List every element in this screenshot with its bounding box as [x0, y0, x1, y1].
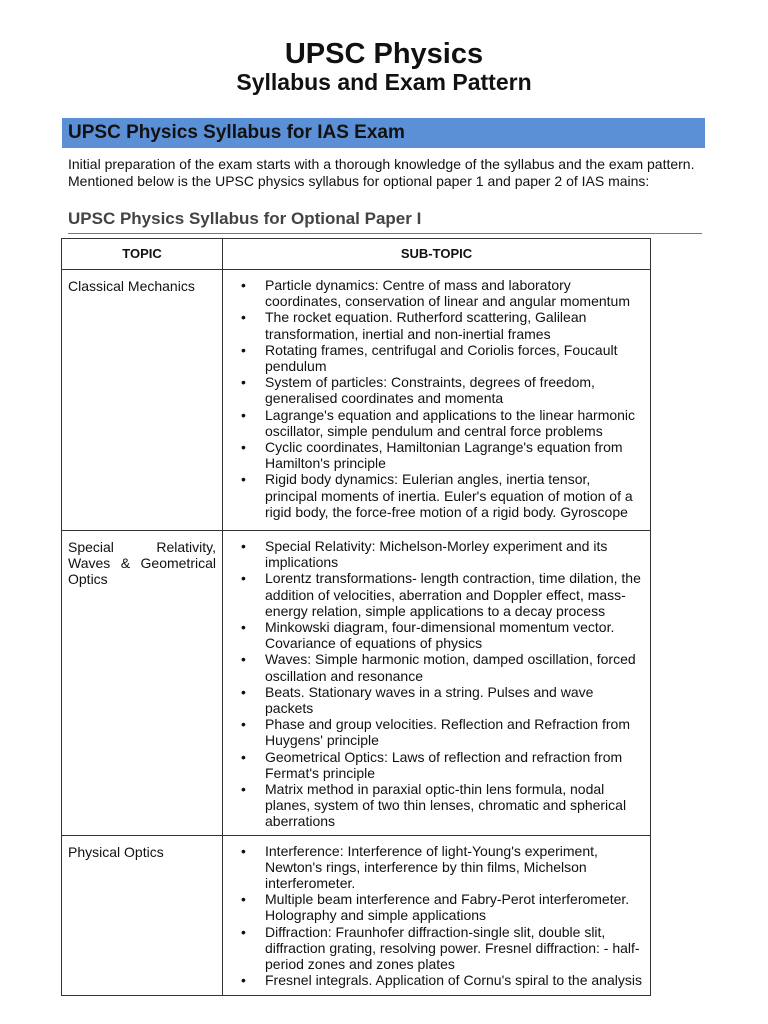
- list-item: • Particle dynamics: Centre of mass and laboratory coordinates, conservation of linear and angular momentum: [265, 277, 644, 309]
- list-item: • Diffraction: Fraunhofer diffraction-single slit, double slit, diffraction grating, resolving power. Fresnel diffraction: - half-period zones and zones plates: [265, 924, 644, 973]
- subtopic-cell: [223, 835, 651, 995]
- list-item: • Cyclic coordinates, Hamiltonian Lagrange's equation from Hamilton's principle: [265, 439, 644, 471]
- list-item: • Minkowski diagram, four-dimensional momentum vector. Covariance of equations of physics: [265, 619, 644, 651]
- intro-paragraph: [68, 156, 708, 190]
- syllabus-table: [61, 238, 651, 996]
- list-item: • Beats. Stationary waves in a string. Pulses and wave packets: [265, 684, 644, 716]
- list-item: • Multiple beam interference and Fabry-Perot interferometer. Holography and simple applications: [265, 891, 644, 923]
- list-item: • Phase and group velocities. Reflection and Refraction from Huygens' principle: [265, 716, 644, 748]
- topic-cell: Physical Optics: [62, 835, 223, 995]
- table-row: [62, 835, 651, 995]
- list-item: • The rocket equation. Rutherford scattering, Galilean transformation, inertial and non-inertial frames: [265, 309, 644, 341]
- section-heading-bar: UPSC Physics Syllabus for IAS Exam: [62, 118, 705, 148]
- document-subtitle: Syllabus and Exam Pattern: [236, 69, 532, 95]
- subtopic-cell: [223, 270, 651, 531]
- subtopic-cell: [223, 531, 651, 836]
- list-item: • Matrix method in paraxial optic-thin lens formula, nodal planes, system of two thin lenses, chromatic and spherical aberrations: [265, 781, 644, 830]
- paper-heading: UPSC Physics Syllabus for Optional Paper I: [68, 207, 702, 234]
- topic-cell: Classical Mechanics: [62, 270, 223, 531]
- list-item: • Lagrange's equation and applications to the linear harmonic oscillator, simple pendulum and central force problems: [265, 407, 644, 439]
- list-item: • System of particles: Constraints, degrees of freedom, generalised coordinates and momenta: [265, 374, 644, 406]
- header-topic: TOPIC: [62, 239, 223, 270]
- intro-line-2: Mentioned below is the UPSC physics syllabus for optional paper 1 and paper 2 of IAS mains:: [68, 173, 650, 189]
- list-item: • Lorentz transformations- length contraction, time dilation, the addition of velocities, aberration and Doppler effect, mass-energy relation, simple applications to a decay process: [265, 570, 644, 619]
- table-row: [62, 270, 651, 531]
- list-item: • Geometrical Optics: Laws of reflection and refraction from Fermat's principle: [265, 749, 644, 781]
- table-row: [62, 531, 651, 836]
- table-header-row: [62, 239, 651, 270]
- list-item: • Interference: Interference of light-Young's experiment, Newton's rings, interference by thin films, Michelson interferometer.: [265, 843, 644, 892]
- topic-cell: Special Relativity, Waves & Geometrical Optics: [62, 531, 223, 836]
- subtopic-list: [223, 843, 644, 989]
- document-title: UPSC Physics: [284, 38, 484, 70]
- list-item: • Waves: Simple harmonic motion, damped oscillation, forced oscillation and resonance: [265, 651, 644, 683]
- intro-line-1: Initial preparation of the exam starts with a thorough knowledge of the syllabus and the exam pattern.: [68, 156, 695, 172]
- subtopic-list: [223, 538, 644, 830]
- header-sub-topic: SUB-TOPIC: [223, 239, 651, 270]
- list-item: • Special Relativity: Michelson-Morley experiment and its implications: [265, 538, 644, 570]
- list-item: • Fresnel integrals. Application of Cornu's spiral to the analysis: [265, 972, 644, 988]
- list-item: • Rigid body dynamics: Eulerian angles, inertia tensor, principal moments of inertia. Euler's equation of motion of a rigid body, the force-free motion of a rigid body. Gyroscope: [265, 471, 644, 520]
- list-item: • Rotating frames, centrifugal and Coriolis forces, Foucault pendulum: [265, 342, 644, 374]
- subtopic-list: [223, 277, 644, 520]
